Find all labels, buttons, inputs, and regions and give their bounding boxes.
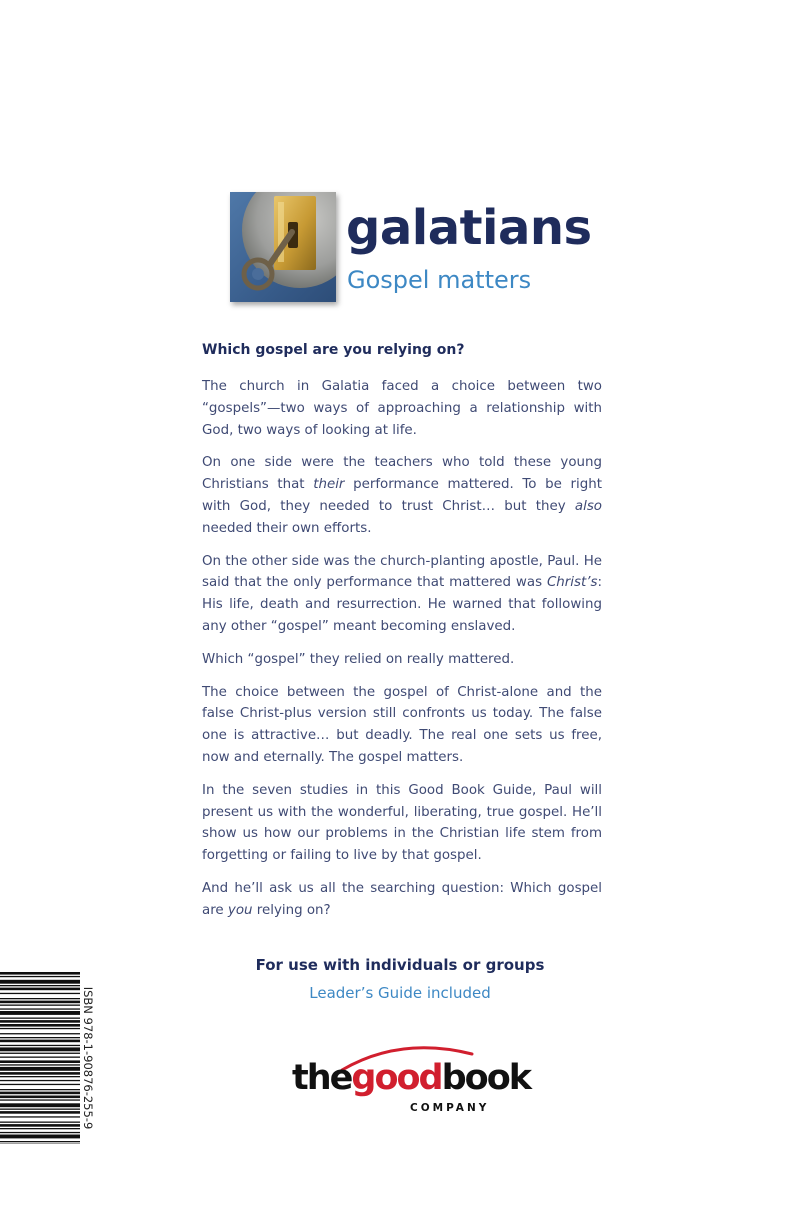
text-run: relying on?: [252, 902, 331, 918]
book-subtitle: Gospel matters: [347, 266, 532, 294]
text-run: performance mattered. To be right with God, they needed to trust Christ… but they: [202, 477, 603, 514]
emphasis: their: [313, 477, 345, 493]
blurb-paragraph-5: The choice between the gospel of Christ-alone and the false Christ-plus version still confronts us today. The false one is attractive… but deadly. The real one sets us free, now and eternally. The gospel matters.: [202, 684, 602, 765]
blurb-paragraph-2: [202, 452, 602, 539]
blurb-heading: Which gospel are you relying on?: [202, 342, 465, 358]
wordmark-the: the: [292, 1058, 352, 1098]
blurb-paragraph-7: [202, 878, 602, 922]
key-in-lock-icon: [230, 192, 336, 302]
publisher-company: COMPANY: [410, 1102, 490, 1114]
wordmark-book: book: [441, 1058, 531, 1098]
blurb-paragraph-4: Which “gospel” they relied on really mattered.: [202, 651, 515, 667]
emphasis: you: [227, 902, 253, 918]
back-cover-blurb: [202, 342, 602, 933]
publisher-wordmark: [292, 1058, 530, 1098]
text-run: On the other side was the church-planting apostle, Paul. He said that the only performance that mattered was: [202, 553, 602, 591]
audience-line: For use with individuals or groups: [255, 956, 545, 974]
book-title: galatians: [346, 200, 592, 256]
wordmark-good: good: [351, 1058, 442, 1098]
blurb-paragraph-6: In the seven studies in this Good Book Guide, Paul will present us with the wonderful, liberating, true gospel. He’ll show us how our problems in the Christian life stem from forgetting or failing to live by that gospel.: [202, 782, 602, 864]
publisher-logo: [290, 1040, 531, 1120]
text-run: : His life, death and resurrection. He warned that following any other “gospel” meant becoming enslaved.: [202, 575, 602, 634]
blurb-paragraph-1: The church in Galatia faced a choice between two “gospels”—two ways of approaching a relationship with God, two ways of looking at life.: [202, 379, 602, 438]
text-run: On one side were the teachers who told these young Christians that: [202, 455, 602, 493]
blurb-paragraph-3: [202, 551, 602, 638]
isbn-number: ISBN 978-1-90876-255-9: [81, 986, 95, 1130]
emphasis: Christ’s: [546, 575, 598, 591]
text-run: And he’ll ask us all the searching question: Which gospel are: [202, 880, 602, 918]
text-run: needed their own efforts.: [202, 520, 372, 536]
barcode-icon: [0, 972, 80, 1144]
leaders-guide-line: Leader’s Guide included: [309, 984, 491, 1002]
emphasis: also: [574, 498, 602, 514]
cover-thumbnail: [230, 192, 336, 302]
